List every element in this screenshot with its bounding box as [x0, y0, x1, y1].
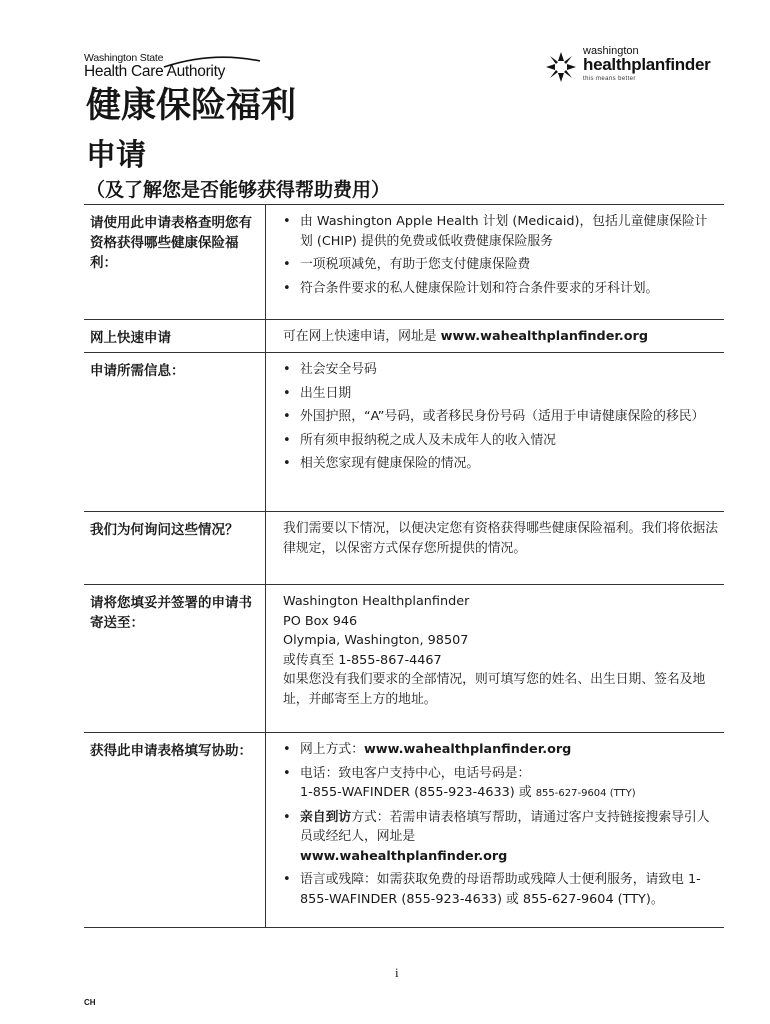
healthplanfinder-logo — [545, 45, 725, 89]
table-row-mail-to — [84, 584, 724, 732]
online-help-link[interactable]: www.wahealthplanfinder.org — [363, 742, 572, 757]
list-item-in-person — [283, 808, 720, 867]
in-person-text: 方式：若需申请表格填写帮助，请通过客户支持链接搜索导引人员或经纪人，网址是 — [300, 809, 710, 844]
list-item-online — [283, 740, 720, 760]
apply-online-text: 可在网上快速申请，网址是 — [283, 329, 441, 344]
table-row-get-help — [84, 732, 724, 928]
hca-logo — [84, 52, 264, 86]
phone-number: 1-855-WAFINDER (855-923-4633) 或 — [300, 785, 536, 800]
help-options-list — [283, 740, 720, 909]
language-code: CH — [84, 998, 96, 1007]
table-row-eligibility — [84, 204, 724, 319]
row-label-eligibility: 请使用此申请表格查明您有资格获得哪些健康保险福利： — [90, 215, 252, 271]
mailing-address-block — [266, 585, 724, 709]
page-subtitle: （及了解您是否能够获得帮助费用） — [86, 179, 391, 201]
row-label-apply-online: 网上快速申请 — [90, 330, 171, 346]
page-title: 健康保险福利 — [86, 86, 297, 126]
tty-number: 855-627-9604 (TTY) — [535, 788, 636, 799]
list-item: • 由 Washington Apple Health 计划 (Medicaid)，包括儿童健康保险计划 (CHIP) 提供的免费或低收费健康保险服务 — [283, 212, 720, 251]
healthplanfinder-logo-line1: washington — [583, 45, 639, 57]
address-line: Washington Healthplanfinder — [283, 594, 470, 609]
row-label-mail-to: 请将您填妥并签署的申请书寄送至： — [90, 595, 252, 631]
apply-online-link[interactable]: www.wahealthplanfinder.org — [440, 329, 648, 344]
row-label-get-help: 获得此申请表格填写协助： — [90, 743, 252, 759]
table-row-required-info — [84, 352, 724, 511]
table-row-apply-online — [84, 319, 724, 352]
language-help-text: 语言或残障：如需获取免费的母语帮助或残障人士便利服务，请致电 1-855-WAFINDER (855-923-4633) 或 855-627-9604 (TTY)。 — [300, 872, 701, 907]
list-item: • 社会安全号码 — [283, 360, 720, 380]
table-row-why-ask — [84, 511, 724, 584]
page-number: i — [395, 965, 399, 980]
incomplete-info-note: 如果您没有我们要求的全部情况，则可填写您的姓名、出生日期、签名及地址，并邮寄至上方的地址。 — [283, 672, 706, 707]
list-item: • 符合条件要求的私人健康保险计划和符合条件要求的牙科计划。 — [283, 279, 720, 299]
healthplanfinder-tagline: this means better — [583, 76, 636, 82]
page-title-line2: 申请 — [86, 138, 146, 173]
list-item: • 一项税项减免，有助于您支付健康保险费 — [283, 255, 720, 275]
healthplanfinder-logo-line2: healthplanfinder — [583, 55, 711, 74]
row-label-why-ask: 我们为何询问这些情况？ — [90, 522, 239, 538]
online-help-text: 网上方式： — [300, 742, 364, 757]
list-item: • 出生日期 — [283, 384, 720, 404]
phone-help-text: 电话：致电客户支持中心，电话号码是： — [300, 765, 531, 781]
in-person-link[interactable]: www.wahealthplanfinder.org — [300, 848, 508, 864]
address-line: Olympia, Washington, 98507 — [283, 633, 469, 648]
list-item: • 所有须申报纳税之成人及未成年人的收入情况 — [283, 431, 720, 451]
list-item-phone — [283, 764, 720, 804]
row-label-required-info: 申请所需信息： — [90, 363, 185, 379]
info-table — [84, 204, 724, 928]
fax-line: 或传真至 1-855-867-4467 — [283, 652, 442, 668]
list-item: • 相关您家现有健康保险的情况。 — [283, 454, 720, 474]
list-item: • 外国护照，“A”号码，或者移民身份号码（适用于申请健康保险的移民） — [283, 407, 720, 427]
healthplanfinder-mark-icon — [545, 51, 577, 83]
why-ask-text: 我们需要以下情况，以便决定您有资格获得哪些健康保险福利。我们将依据法律规定，以保密方式保存您所提供的情况。 — [283, 521, 719, 556]
hca-logo-line1: Washington State — [84, 52, 164, 64]
in-person-label: 亲自到访 — [300, 809, 352, 825]
list-item-language — [283, 870, 720, 909]
required-info-list — [283, 360, 720, 474]
hca-logo-line2: Health Care Authority — [84, 63, 226, 80]
eligibility-benefits-list — [283, 212, 720, 298]
address-line: PO Box 946 — [283, 613, 358, 629]
